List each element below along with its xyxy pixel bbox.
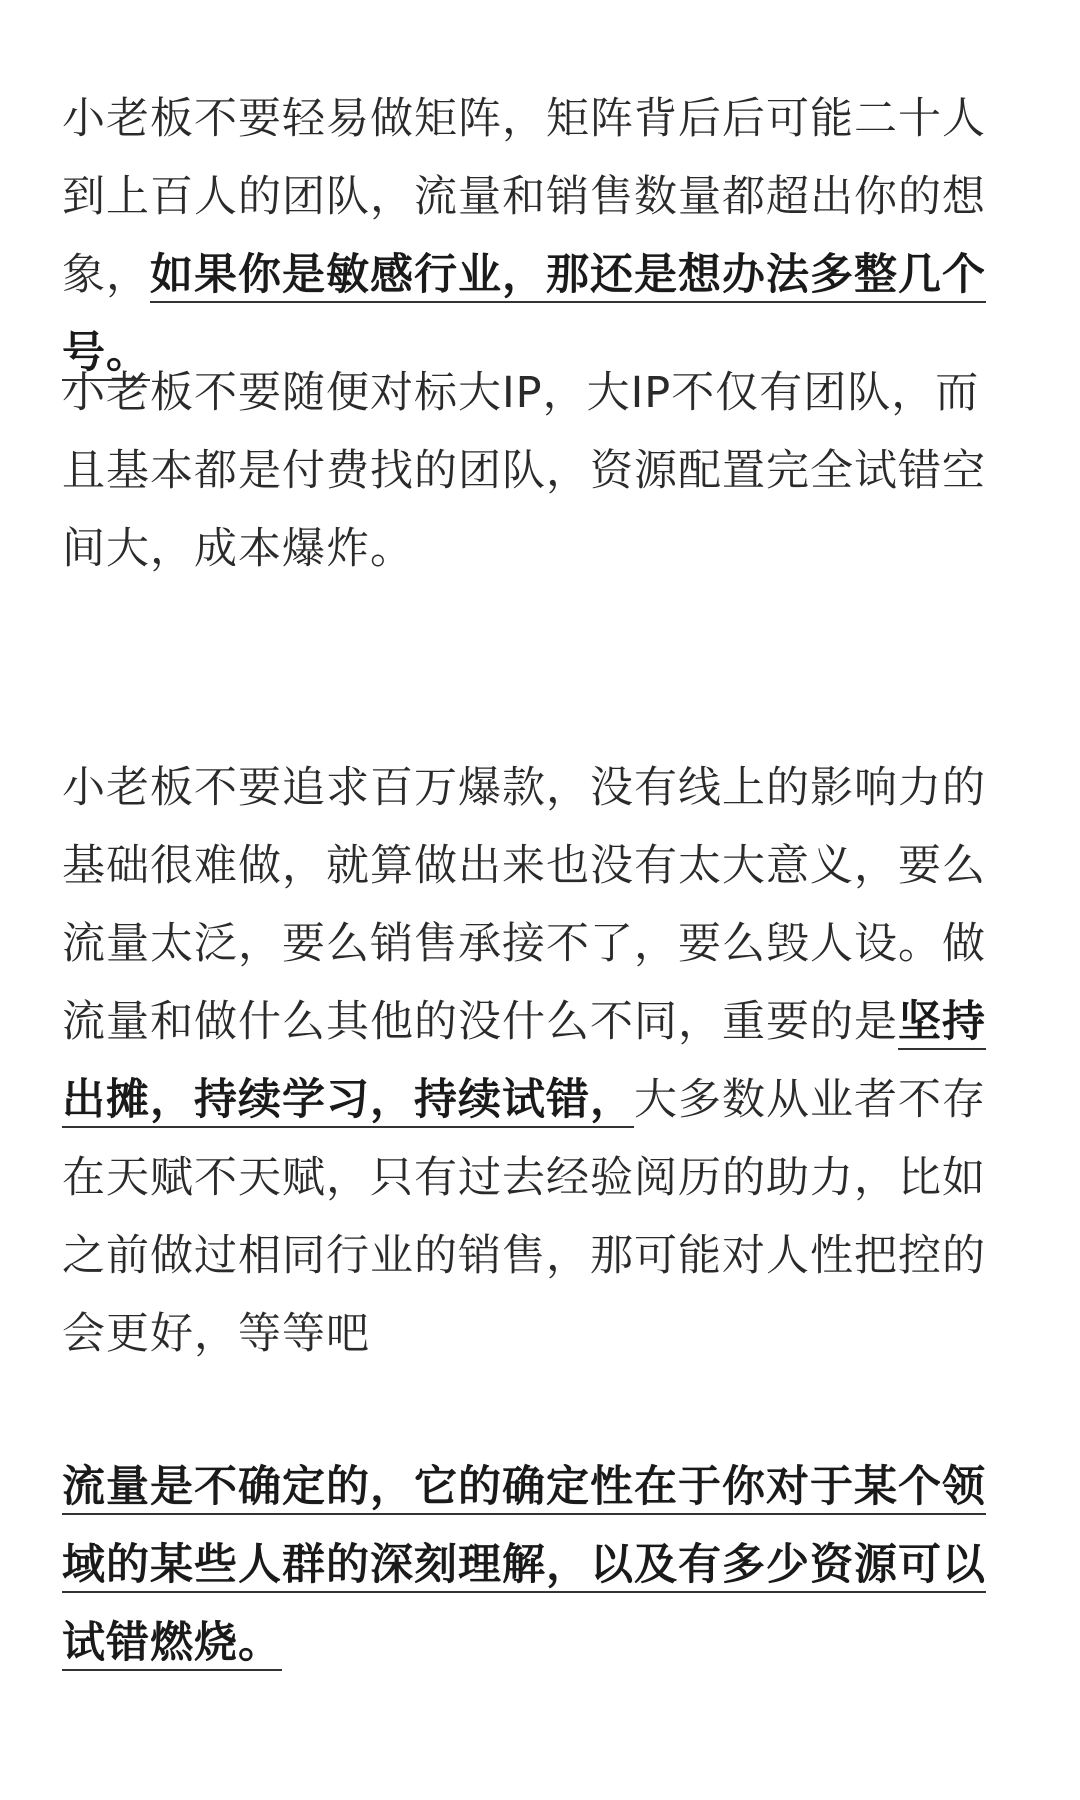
paragraph-matrix: [62, 80, 1022, 392]
paragraph-matrix-text: 小老板不要轻易做矩阵，矩阵背后后可能二十人到上百人的团队，流量和销售数量都超出你的想象，: [62, 94, 986, 300]
paragraph-matrix-highlight: 如果你是敏感行业，那还是想办法多整几个号。: [62, 250, 986, 378]
paragraph-big-ip: [62, 354, 1022, 588]
paragraph-big-ip-text: 小老板不要随便对标大IP，大IP不仅有团队，而且基本都是付费找的团队，资源配置完全试错空间大，成本爆炸。: [62, 368, 986, 574]
paragraph-conclusion-highlight: 流量是不确定的，它的确定性在于你对于某个领域的某些人群的深刻理解，以及有多少资源可以试错燃烧。: [62, 1462, 986, 1668]
paragraph-viral-text-after: 大多数从业者不存在天赋不天赋，只有过去经验阅历的助力，比如之前做过相同行业的销售，那可能对人性把控的会更好，等等吧: [62, 1075, 986, 1359]
paragraph-viral-highlight: 坚持出摊，持续学习，持续试错，: [62, 997, 986, 1125]
paragraph-viral-text-before: 小老板不要追求百万爆款，没有线上的影响力的基础很难做，就算做出来也没有太大意义，要么流量太泛，要么销售承接不了，要么毁人设。做流量和做什么其他的没什么不同，重要的是: [62, 763, 986, 1047]
paragraph-conclusion: [62, 1448, 1022, 1682]
paragraph-viral: [62, 749, 1022, 1373]
